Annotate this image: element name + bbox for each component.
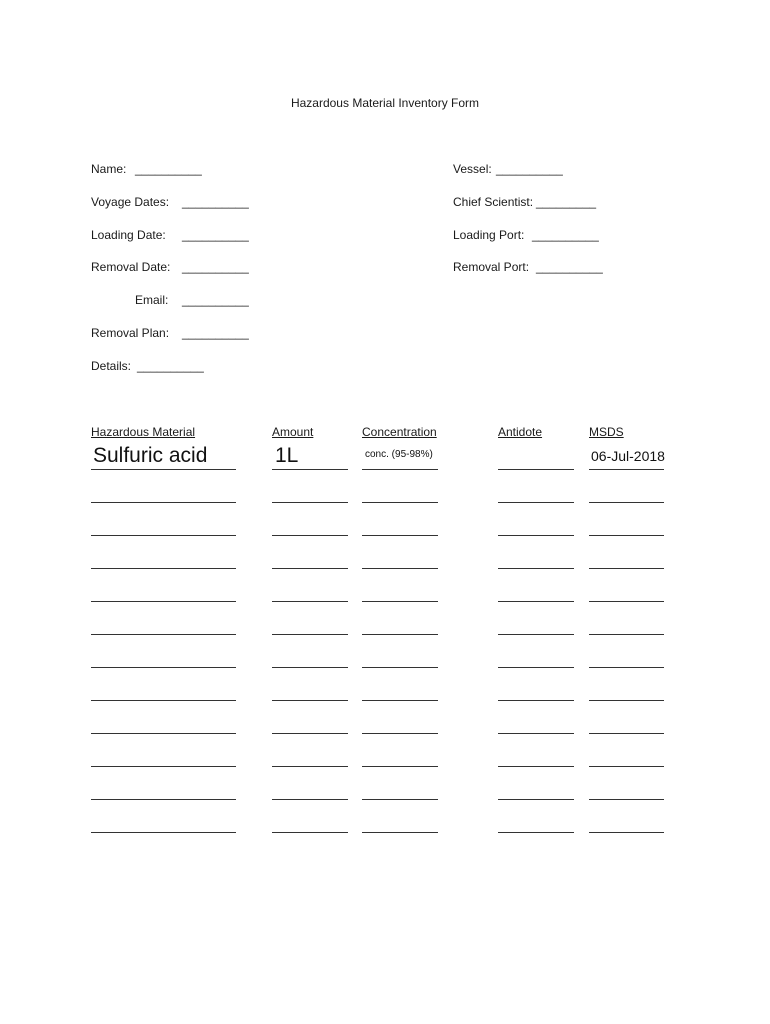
row11-material-line[interactable] [91,799,236,800]
row3-antidote-line[interactable] [498,535,574,536]
row11-concentration-line[interactable] [362,799,438,800]
name-field[interactable]: __________ [135,162,202,176]
row1-antidote-line[interactable] [498,469,574,470]
form-title: Hazardous Material Inventory Form [290,96,480,110]
voyage-dates-label: Voyage Dates: [91,195,170,209]
row1-material[interactable]: Sulfuric acid [93,444,208,467]
row10-msds-line[interactable] [589,766,664,767]
row7-material-line[interactable] [91,667,236,668]
row4-concentration-line[interactable] [362,568,438,569]
row1-amount[interactable]: 1L [275,444,299,467]
row1-msds-line[interactable] [589,469,664,470]
row5-amount-line[interactable] [272,601,348,602]
row4-material-line[interactable] [91,568,236,569]
row7-msds-line[interactable] [589,667,664,668]
header-msds: MSDS [589,425,624,439]
row4-msds-line[interactable] [589,568,664,569]
row11-amount-line[interactable] [272,799,348,800]
row7-concentration-line[interactable] [362,667,438,668]
row9-antidote-line[interactable] [498,733,574,734]
row5-material-line[interactable] [91,601,236,602]
header-concentration: Concentration [362,425,437,439]
chief-scientist-field[interactable]: _________ [536,195,597,209]
row1-concentration-line[interactable] [362,469,438,470]
row1-msds[interactable]: 06-Jul-2018 [591,448,665,464]
row4-antidote-line[interactable] [498,568,574,569]
row10-material-line[interactable] [91,766,236,767]
details-label: Details: [91,359,132,373]
vessel-field[interactable]: __________ [496,162,563,176]
row3-amount-line[interactable] [272,535,348,536]
header-amount: Amount [272,425,314,439]
vessel-label: Vessel: [453,162,492,176]
row2-concentration-line[interactable] [362,502,438,503]
removal-port-field[interactable]: __________ [536,260,603,274]
header-hazardous-material: Hazardous Material [91,425,196,439]
row9-amount-line[interactable] [272,733,348,734]
row8-msds-line[interactable] [589,700,664,701]
row3-concentration-line[interactable] [362,535,438,536]
name-label: Name: [91,162,127,176]
voyage-dates-field[interactable]: __________ [182,195,249,209]
row2-material-line[interactable] [91,502,236,503]
row10-amount-line[interactable] [272,766,348,767]
row5-msds-line[interactable] [589,601,664,602]
email-field[interactable]: __________ [182,293,249,307]
loading-date-label: Loading Date: [91,228,166,242]
loading-port-field[interactable]: __________ [532,228,599,242]
row12-amount-line[interactable] [272,832,348,833]
header-antidote: Antidote [498,425,543,439]
row6-amount-line[interactable] [272,634,348,635]
loading-port-label: Loading Port: [453,228,525,242]
email-label: Email: [135,293,169,307]
removal-date-label: Removal Date: [91,260,171,274]
row6-antidote-line[interactable] [498,634,574,635]
row9-msds-line[interactable] [589,733,664,734]
row3-msds-line[interactable] [589,535,664,536]
row8-concentration-line[interactable] [362,700,438,701]
row12-msds-line[interactable] [589,832,664,833]
row4-amount-line[interactable] [272,568,348,569]
row1-concentration[interactable]: conc. (95-98%) [365,449,433,460]
removal-port-label: Removal Port: [453,260,530,274]
row12-antidote-line[interactable] [498,832,574,833]
row2-msds-line[interactable] [589,502,664,503]
row12-material-line[interactable] [91,832,236,833]
row11-antidote-line[interactable] [498,799,574,800]
row12-concentration-line[interactable] [362,832,438,833]
row7-antidote-line[interactable] [498,667,574,668]
row5-concentration-line[interactable] [362,601,438,602]
row9-concentration-line[interactable] [362,733,438,734]
removal-plan-field[interactable]: __________ [182,326,249,340]
removal-date-field[interactable]: __________ [182,260,249,274]
row10-concentration-line[interactable] [362,766,438,767]
details-field[interactable]: __________ [137,359,204,373]
row6-concentration-line[interactable] [362,634,438,635]
row6-material-line[interactable] [91,634,236,635]
loading-date-field[interactable]: __________ [182,228,249,242]
row3-material-line[interactable] [91,535,236,536]
row11-msds-line[interactable] [589,799,664,800]
row8-antidote-line[interactable] [498,700,574,701]
chief-scientist-label: Chief Scientist: [453,195,534,209]
row8-material-line[interactable] [91,700,236,701]
row5-antidote-line[interactable] [498,601,574,602]
row1-material-line[interactable] [91,469,236,470]
row6-msds-line[interactable] [589,634,664,635]
removal-plan-label: Removal Plan: [91,326,170,340]
row2-antidote-line[interactable] [498,502,574,503]
row9-material-line[interactable] [91,733,236,734]
row1-amount-line[interactable] [272,469,348,470]
row10-antidote-line[interactable] [498,766,574,767]
row2-amount-line[interactable] [272,502,348,503]
row7-amount-line[interactable] [272,667,348,668]
row8-amount-line[interactable] [272,700,348,701]
